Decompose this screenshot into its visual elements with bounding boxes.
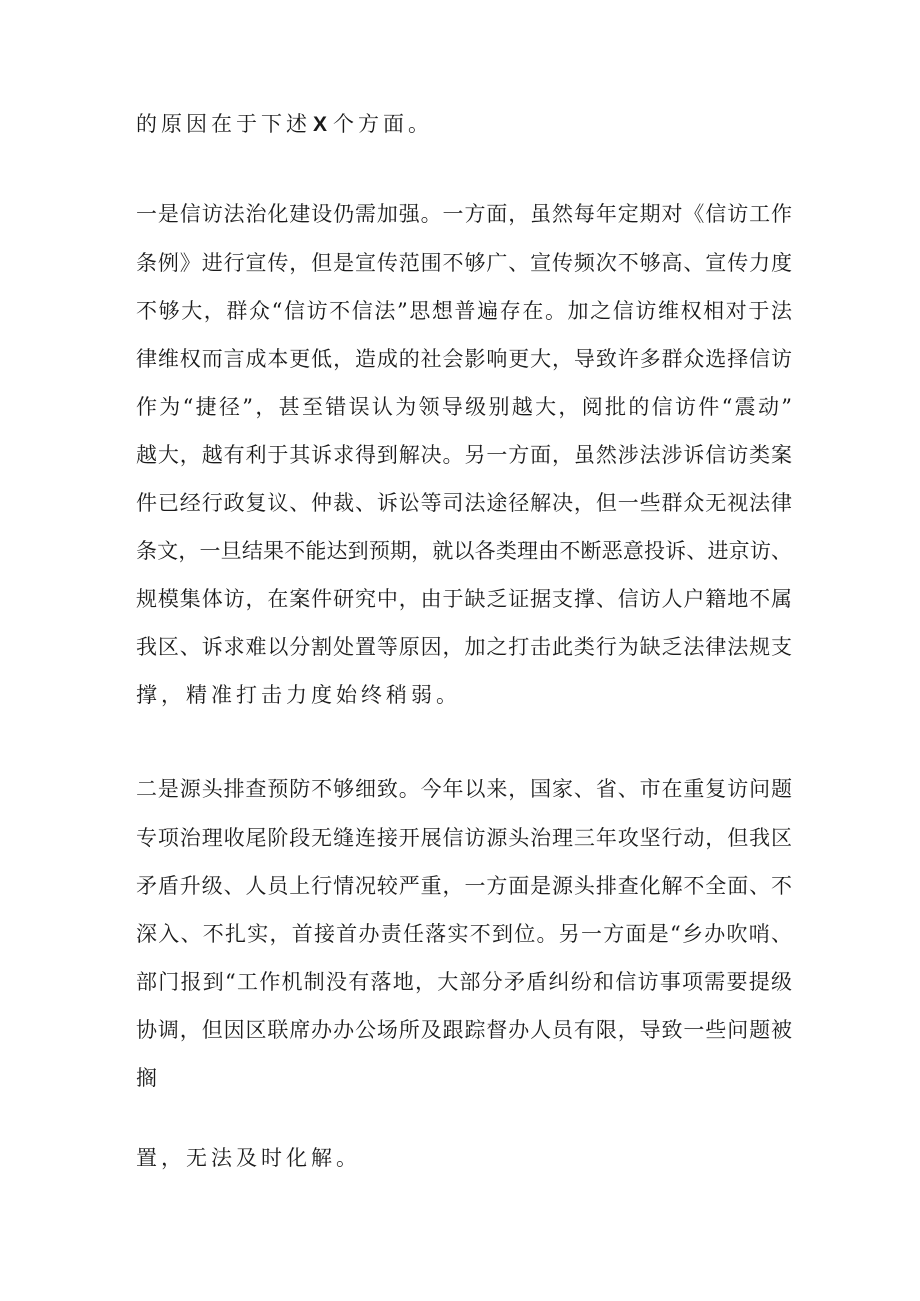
paragraph-1-line: 条文，一旦结果不能达到预期，就以各类理由不断恶意投诉、进京访、 [136,539,792,563]
paragraph-1-line: 一是信访法治化建设仍需加强。一方面，虽然每年定期对《信访工作 [136,202,792,226]
paragraph-1-line: 作为“捷径”，甚至错误认为领导级别越大，阅批的信访件“震动” [136,395,792,419]
closing-line: 置，无法及时化解。 [136,1146,361,1170]
paragraph-2-line: 二是源头排查预防不够细致。今年以来，国家、省、市在重复访问题 [136,777,792,801]
paragraph-1-line: 我区、诉求难以分割处置等原因，加之打击此类行为缺乏法律法规支 [136,635,792,659]
intro-after: 个方面。 [333,112,434,136]
paragraph-1-line: 条例》进行宣传，但是宣传范围不够广、宣传频次不够高、宣传力度 [136,251,792,275]
paragraph-1-line: 越大，越有利于其诉求得到解决。另一方面，虽然涉法涉诉信访类案 [136,443,792,467]
paragraph-2-line: 深入、不扎实，首接首办责任落实不到位。另一方面是“乡办吹哨、 [136,922,792,946]
intro-before: 的原因在于下述 [136,112,311,136]
paragraph-2-line: 协调，但因区联席办办公场所及跟踪督办人员有限，导致一些问题被 [136,1018,792,1042]
paragraph-2-line: 专项治理收尾阶段无缝连接开展信访源头治理三年攻坚行动，但我区 [136,826,792,850]
intro-marker: X [313,113,328,136]
paragraph-2-line: 搁 [136,1066,161,1090]
paragraph-1-line: 件已经行政复议、仲裁、诉讼等司法途径解决，但一些群众无视法律 [136,491,792,515]
paragraph-1-line: 律维权而言成本更低，造成的社会影响更大，导致许多群众选择信访 [136,347,792,371]
intro-line [136,110,433,139]
paragraph-2-line: 矛盾升级、人员上行情况较严重，一方面是源头排查化解不全面、不 [136,874,792,898]
paragraph-1-line: 规模集体访，在案件研究中，由于缺乏证据支撑、信访人户籍地不属 [136,587,792,611]
paragraph-1-line: 不够大，群众“信访不信法”思想普遍存在。加之信访维权相对于法 [136,299,792,323]
paragraph-1-line: 撑，精准打击力度始终稍弱。 [136,683,461,707]
paragraph-2-line: 部门报到“工作机制没有落地，大部分矛盾纠纷和信访事项需要提级 [136,970,792,994]
